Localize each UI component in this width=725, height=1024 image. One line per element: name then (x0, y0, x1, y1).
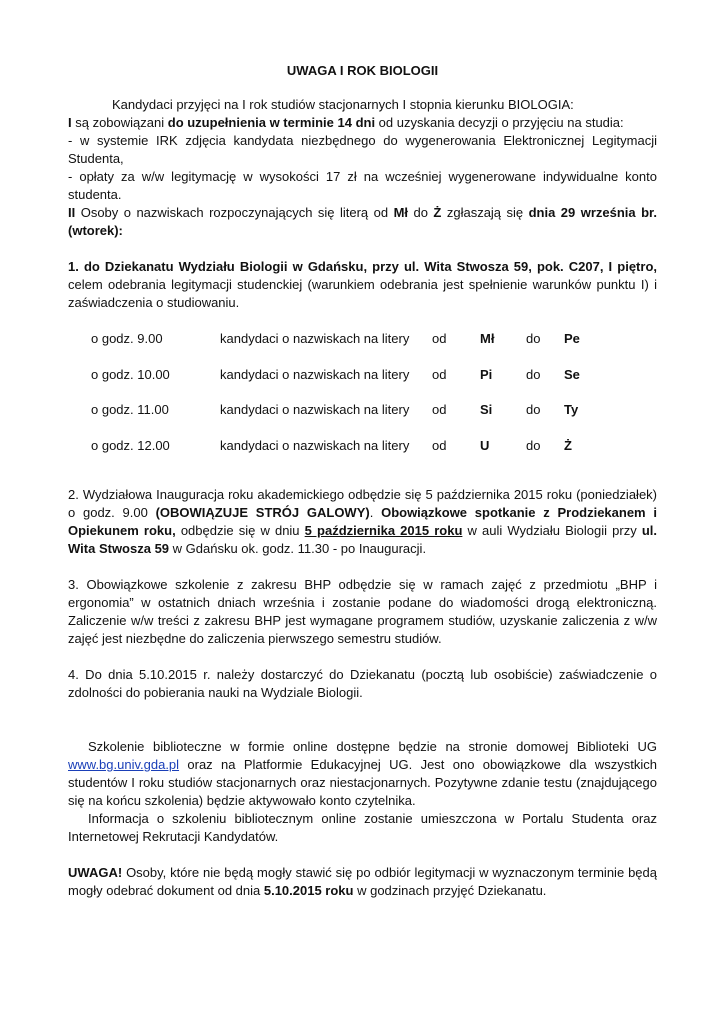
page-title: UWAGA I ROK BIOLOGII (286, 63, 439, 78)
library-paragraph: Szkolenie biblioteczne w formie online dostępne będzie na stronie domowej Biblioteki UG www.bg.univ.gda.pl oraz na Platformie Edukacyjnej UG. Jest ono obowiązkowe dla wszystkich studentów I roku studiów stacjonarnych oraz niestacjonarnych. Pozytywne zdanie testu (znajdującego się na końcu szkolenia) będzie aktywowało konto czytelnika. (68, 739, 657, 808)
intro-line: Kandydaci przyjęci na I rok studiów stacjonarnych I stopnia kierunku BIOLOGIA: (112, 97, 574, 112)
schedule-row: o godz. 9.00 kandydaci o nazwiskach na litery od Mł do Pe (91, 331, 580, 346)
warning-label: UWAGA! (68, 865, 123, 880)
point-3: 3. Obowiązkowe szkolenie z zakresu BHP odbędzie się w ramach zajęć z przedmiotu „BHP i ergonomia” w ostatnich dniach września i zostanie podane do wiadomości drogą elektroniczną. Zaliczenie w/w treści z zakresu BHP jest wymagane programem studiów, uzyskanie zaliczenia z w/w zajęć jest niezbędne do zaliczenia pierwszego semestru studiów. (68, 577, 657, 646)
schedule-row: o godz. 10.00 kandydaci o nazwiskach na litery od Pi do Se (91, 366, 580, 382)
schedule-row: o godz. 12.00 kandydaci o nazwiskach na litery od U do Ż (91, 437, 572, 453)
bullet-photo: - w systemie IRK zdjęcia kandydata niezbędnego do wygenerowania Elektronicznej Legitymacji Studenta, (68, 133, 657, 166)
schedule-row: o godz. 11.00 kandydaci o nazwiskach na litery od Si do Ty (91, 402, 579, 417)
point-i-label: I (68, 115, 72, 130)
library-info: Informacja o szkoleniu bibliotecznym online zostanie umieszczona w Portalu Studenta oraz Internetowej Rekrutacji Kandydatów. (68, 811, 657, 844)
document-page (68, 62, 657, 900)
point-ii-label: II (68, 205, 76, 220)
point-ii: II Osoby o nazwiskach rozpoczynających się literą od Mł do Ż zgłaszają się dnia 29 września br. (wtorek): (68, 205, 658, 238)
bullet-fee: - opłaty za w/w legitymację w wysokości 17 zł na wcześniej wygenerowane indywidualne konto studenta. (68, 169, 657, 202)
library-link[interactable]: www.bg.univ.gda.pl (68, 757, 180, 772)
schedule-table (68, 330, 657, 472)
point-2: 2. Wydziałowa Inauguracja roku akademickiego odbędzie się 5 października 2015 roku (poniedziałek) o godz. 9.00 (OBOWIĄZUJE STRÓJ GALOWY). Obowiązkowe spotkanie z Prodziekanem i Opiekunem roku, odbędzie się w dniu 5 października 2015 roku w auli Wydziału Biologii przy ul. Wita Stwosza 59 w Gdańsku ok. godz. 11.30 - po Inauguracji. (68, 487, 658, 556)
point-4: 4. Do dnia 5.10.2015 r. należy dostarczyć do Dziekanatu (pocztą lub osobiście) zaświadczenie o zdolności do pobierania nauki na Wydziale Biologii. (68, 667, 657, 700)
warning-paragraph: UWAGA! Osoby, które nie będą mogły stawić się po odbiór legitymacji w wyznaczonym terminie będą mogły odebrać dokument od dnia 5.10.2015 roku w godzinach przyjęć Dziekanatu. (68, 865, 657, 898)
point-1: 1. do Dziekanatu Wydziału Biologii w Gdańsku, przy ul. Wita Stwosza 59, pok. C207, I piętro, celem odebrania legitymacji studenckiej (warunkiem odebrania jest spełnienie warunków punktu I) i zaświadczenia o studiowaniu. (68, 259, 657, 310)
point-i: I są zobowiązani do uzupełnienia w terminie 14 dni od uzyskania decyzji o przyjęciu na studia: (68, 115, 624, 130)
